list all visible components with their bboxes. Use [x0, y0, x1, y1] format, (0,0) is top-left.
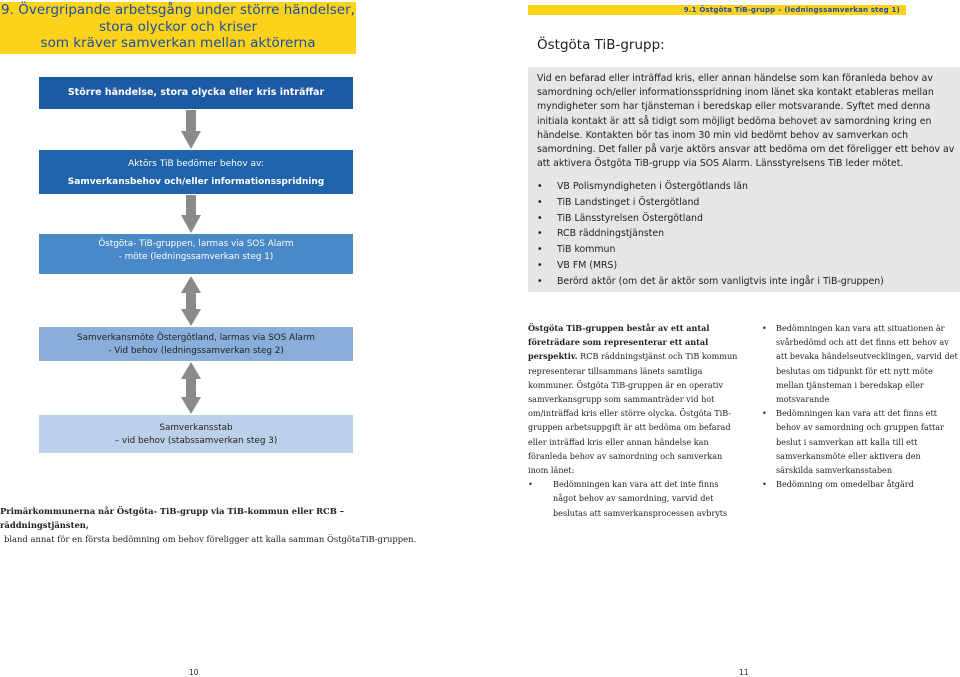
list-item: • Bedömning om omedelbar åtgärd [762, 477, 960, 491]
flow-box-event-label: Större händelse, stora olycka eller kris inträffar [67, 87, 325, 98]
arrow-updown-icon [181, 276, 201, 326]
list-item: • Berörd aktör (om det är aktör som vanligtvis inte ingår i TiB-gruppen) [537, 274, 884, 290]
arrow-updown-icon [181, 362, 201, 414]
flow-box-samverkansmote-line1: Samverkansmöte Östergötland, larmas via SOS Alarm [77, 333, 315, 343]
title-line-2: stora olyckor och kriser [98, 18, 258, 35]
column-2-list [762, 321, 960, 491]
section-tab [528, 5, 906, 15]
list-item: • TiB Landstinget i Östergötland [537, 195, 884, 211]
list-item: • VB Polismyndigheten i Östergötlands län [537, 179, 884, 195]
list-item: • Bedömningen kan vara att det inte finns något behov av samordning, varvid det beslutas att samverkansprocessen avbryts [528, 477, 738, 520]
footnote-text: bland annat för en första bedömning om behov föreligger att kalla samman ÖstgötaTiB-gruppen. [4, 534, 417, 544]
flow-box-assessment-line1: Aktörs TiB bedömer behov av: [128, 159, 264, 169]
flow-box-tib-group-line2: - möte (ledningssamverkan steg 1) [118, 251, 274, 262]
column-1-paragraph [528, 321, 738, 477]
title-line-3: som kräver samverkan mellan aktörerna [40, 35, 316, 51]
arrow-down-icon [181, 195, 201, 233]
flow-box-assessment-line2: Samverkansbehov och/eller informationsspridning [67, 177, 325, 187]
text-column-2 [762, 321, 960, 491]
page-number-right: 11 [739, 668, 749, 677]
list-item: • RCB räddningstjänsten [537, 226, 884, 242]
title-line-1: 9. Övergripande arbetsgång under större händelser, [1, 2, 355, 18]
info-panel-paragraph: Vid en befarad eller inträffad kris, eller annan händelse som kan föranleda behov av samordning och/eller informationsspridning inom länet ska kontakt etableras mellan myndigheter som har tjänsteman i beredskap eller motsvarande. Syftet med denna initiala kontakt är att så tidigt som möjligt bedöma behovet av samordning kring en händelse. Kontakten bör tas inom 30 min vid bedömt behov av samverkan och samordning. Det faller på varje aktörs ansvar att bedöma om det föreligger ett behov av att aktivera Östgöta TiB-grupp via SOS Alarm. Länsstyrelsens TiB leder mötet. [537, 73, 955, 170]
flow-arrows [0, 0, 400, 500]
section-heading: Östgöta TiB-grupp: [537, 37, 665, 53]
list-item: • VB FM (MRS) [537, 258, 884, 274]
column-1-list [528, 477, 738, 520]
list-item: • TiB Länsstyrelsen Östergötland [537, 211, 884, 227]
footnote [0, 504, 420, 546]
column-1-lead: Östgöta TiB-gruppen består av ett antal företrädare som representerar ett antal perspektiv. [528, 323, 710, 362]
info-panel [528, 67, 960, 292]
footnote-bold: Primärkommunerna når Östgöta- TiB-grupp via TiB-kommun eller RCB –räddningstjänsten, [0, 506, 344, 530]
flow-box-samverkansmote-line2: - Vid behov (ledningssamverkan steg 2) [108, 345, 284, 356]
page-number-left: 10 [189, 668, 199, 677]
text-column-1 [528, 321, 738, 520]
arrow-down-icon [181, 110, 201, 149]
section-tab-label: 9.1 Östgöta TiB-grupp – (ledningssamverkan steg 1) [683, 6, 900, 14]
list-item: • Bedömningen kan vara att situationen är svårbedömd och att det finns ett behov av att bevaka händelseutvecklingen, varvid det beslutas om tidpunkt för ett nytt möte mellan tjänsteman i beredskap eller motsvarande [762, 321, 960, 406]
flow-box-samverkansstab-line1: Samverkansstab [159, 423, 233, 433]
flow-box-tib-group-line1: Östgöta- TiB-gruppen, larmas via SOS Alarm [98, 239, 294, 249]
flow-box-samverkansstab-line2: – vid behov (stabssamverkan steg 3) [114, 435, 278, 446]
list-item: • TiB kommun [537, 242, 884, 258]
member-list [537, 179, 884, 290]
column-1-text: RCB räddningstjänst och TiB kommun representerar tillsammans länets samtliga kommuner. Östgöta TiB-gruppen är en operativ samverkansgrupp som sammanträder vid hot om/inträffad kris eller större olycka. Östgöta TiB-gruppen arbetsuppgift är att bedöma om befarad eller inträffad kris eller annan händelse kan föranleda behov av samordning och samverkan inom länet: [528, 351, 738, 476]
list-item: • Bedömningen kan vara att det finns ett behov av samordning och gruppen fattar beslut i samverkan att kalla till ett samverkansmöte eller aktivera den särskilda samverkansstaben [762, 406, 960, 477]
